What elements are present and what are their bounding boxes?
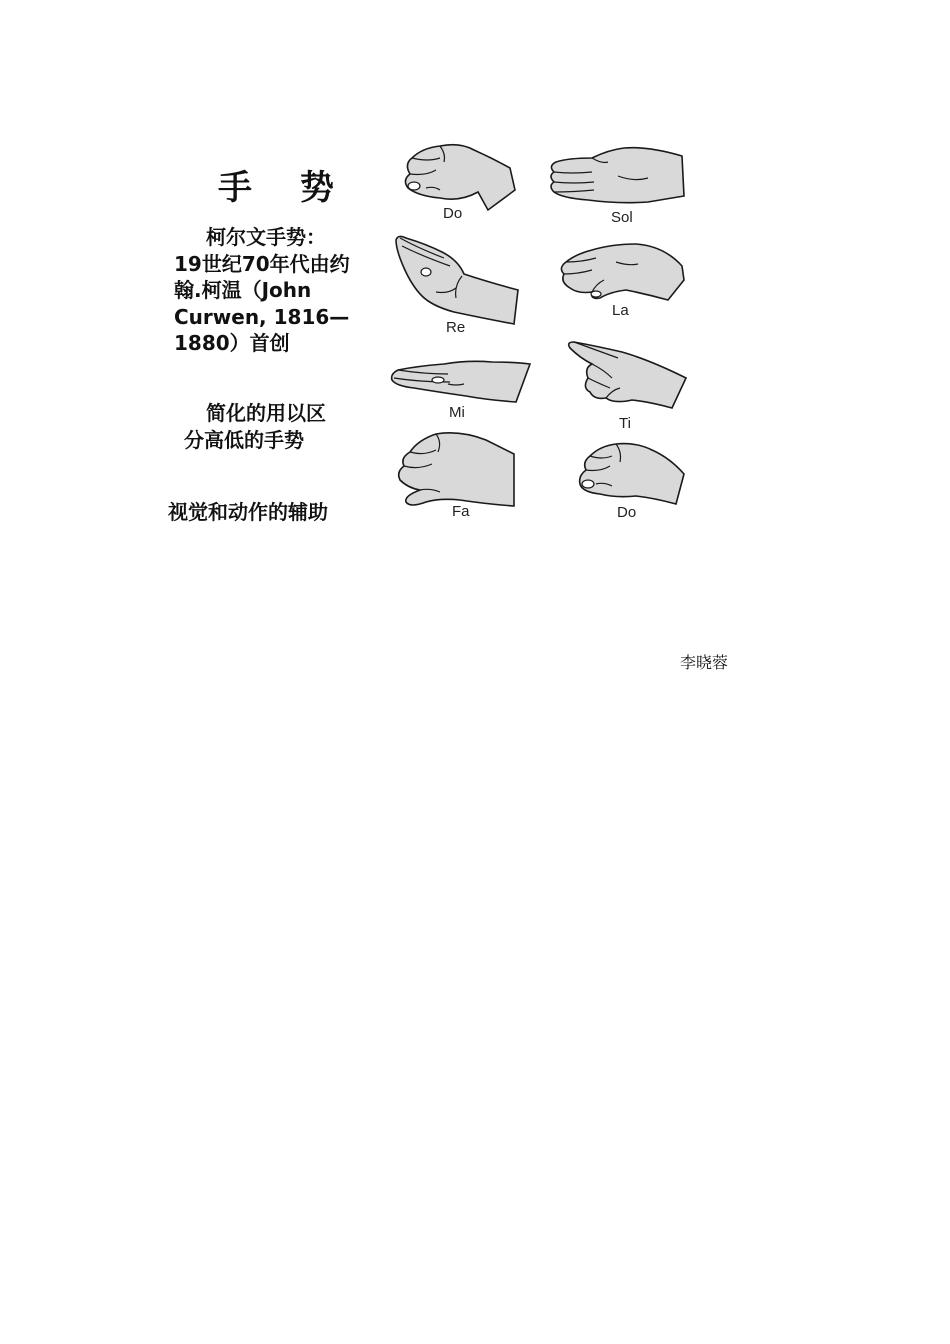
intro-line: 柯尔文手势：: [206, 225, 326, 249]
intro-line: Curwen, 1816—: [174, 304, 350, 329]
gesture-label: La: [612, 302, 629, 319]
flat-down-hand-icon: [388, 356, 534, 406]
simplified-paragraph: [184, 400, 374, 453]
gesture-label: Re: [446, 319, 466, 336]
simplified-line: 分高低的手势: [184, 427, 304, 452]
slanted-up-hand-icon: [392, 232, 522, 327]
gesture-do-high: [576, 440, 688, 506]
intro-line: 19世纪70年代由约: [174, 251, 350, 276]
gesture-do-low: [400, 140, 520, 215]
aid-caption: 视觉和动作的辅助: [168, 500, 328, 524]
gesture-label: Ti: [619, 415, 631, 432]
page-title: 手 势: [218, 168, 352, 208]
gesture-ti: [566, 338, 690, 412]
intro-line: 1880）首创: [174, 331, 290, 355]
gesture-mi: [388, 356, 534, 406]
fist-hand-icon: [400, 140, 520, 215]
intro-paragraph: [174, 224, 364, 357]
thumb-down-hand-icon: [396, 430, 518, 512]
gesture-label: Do: [443, 205, 463, 222]
simplified-line: 简化的用以区: [206, 401, 326, 425]
gesture-label: Sol: [611, 209, 633, 226]
high-fist-hand-icon: [576, 440, 688, 506]
gesture-re: [392, 232, 522, 327]
flat-palm-hand-icon: [548, 146, 688, 208]
pointing-up-hand-icon: [566, 338, 690, 412]
gesture-fa: [396, 430, 518, 512]
gesture-label: Fa: [452, 503, 470, 520]
intro-line: 翰.柯温（John: [174, 278, 312, 302]
gesture-label: Do: [617, 504, 637, 521]
gesture-la: [556, 240, 688, 302]
gesture-sol: [548, 146, 688, 208]
author-signature: 李晓蓉: [680, 653, 729, 672]
gesture-label: Mi: [449, 404, 465, 421]
drooping-hand-icon: [556, 240, 688, 302]
